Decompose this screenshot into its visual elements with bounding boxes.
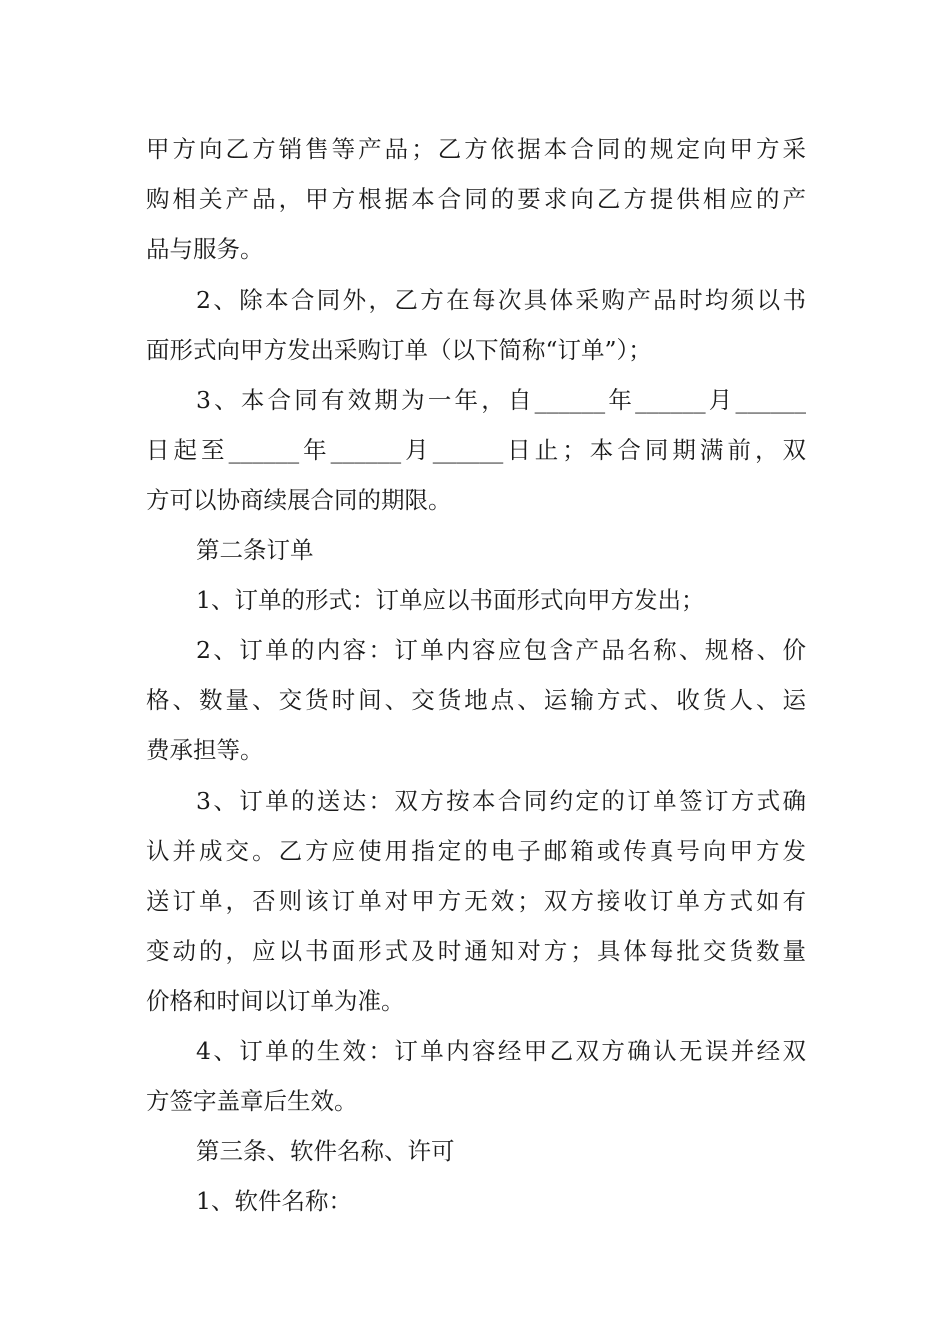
- text-line: 3、订单的送达：双方按本合同约定的订单签订方式确: [196, 787, 806, 815]
- text-line: 4、订单的生效：订单内容经甲乙双方确认无误并经双: [196, 1037, 806, 1065]
- text-line: 认并成交。乙方应使用指定的电子邮箱或传真号向甲方发: [146, 837, 806, 865]
- text-line: 变动的，应以书面形式及时通知对方；具体每批交货数量: [146, 937, 806, 965]
- text-line: 2、订单的内容：订单内容应包含产品名称、规格、价: [196, 636, 806, 664]
- text-line: 面形式向甲方发出采购订单（以下简称“订单”）；: [146, 336, 652, 364]
- text-line: 格、数量、交货时间、交货地点、运输方式、收货人、运: [146, 686, 806, 714]
- text-line: 1、订单的形式：订单应以书面形式向甲方发出；: [196, 586, 705, 614]
- text-line: 方可以协商续展合同的期限。: [146, 486, 452, 514]
- text-line: 品与服务。: [146, 235, 264, 263]
- text-line: 方签字盖章后生效。: [146, 1087, 358, 1115]
- text-line: 日起至______年______月______日止；本合同期满前，双: [146, 436, 806, 464]
- text-line: 甲方向乙方销售等产品；乙方依据本合同的规定向甲方采: [146, 135, 806, 163]
- text-line: 3、本合同有效期为一年，自______年______月______: [196, 386, 806, 414]
- text-line: 2、除本合同外，乙方在每次具体采购产品时均须以书: [196, 286, 806, 314]
- text-line: 购相关产品，甲方根据本合同的要求向乙方提供相应的产: [146, 185, 806, 213]
- text-line: 价格和时间以订单为准。: [146, 987, 405, 1015]
- text-line: 费承担等。: [146, 736, 264, 764]
- text-line: 1、软件名称：: [196, 1187, 352, 1215]
- text-line: 送订单，否则该订单对甲方无效；双方接收订单方式如有: [146, 887, 806, 915]
- section-heading: 第二条订单: [196, 536, 314, 564]
- section-heading: 第三条、软件名称、许可: [196, 1137, 455, 1165]
